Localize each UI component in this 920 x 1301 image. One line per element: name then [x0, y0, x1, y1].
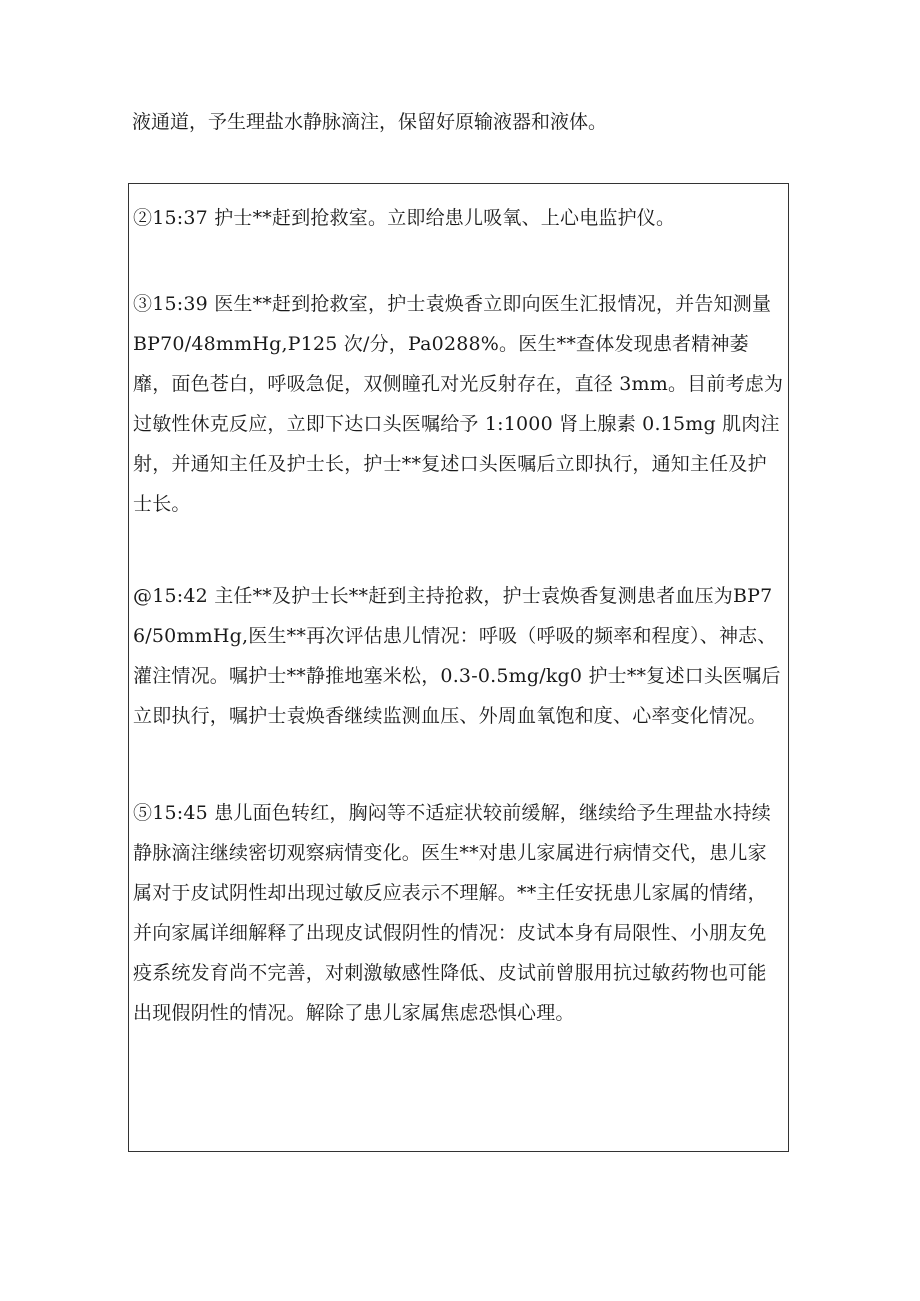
rescue-record-box [128, 183, 789, 1152]
entry-1537: ②15:37 护士**赶到抢救室。立即给患儿吸氧、上心电监护仪。 [133, 207, 676, 229]
entry-1539: ③15:39 医生**赶到抢救室，护士袁焕香立即向医生汇报情况，并告知测量BP70∕48mmHg,P125 次/分，Pa0288%。医生**查体发现患者精神萎靡，面色苍白，呼吸急促，双侧瞳孔对光反射存在，直径 3mm。目前考虑为过敏性休克反应，立即下达口头医嘱给予 1:1000 肾上腺素 0.15mg 肌肉注射，并通知主任及护士长，护士**复述口头医嘱后立即执行，通知主任及护士长。 [133, 293, 784, 515]
entry-1545: ⑤15:45 患儿面色转红，胸闷等不适症状较前缓解，继续给予生理盐水持续静脉滴注继续密切观察病情变化。医生**对患儿家属进行病情交代，患儿家属对于皮试阴性却出现过敏反应表示不理解。**主任安抚患儿家属的情绪，并向家属详细解释了出现皮试假阴性的情况：皮试本身有局限性、小朋友免疫系统发育尚不完善，对刺激敏感性降低、皮试前曾服用抗过敏药物也可能出现假阴性的情况。解除了患儿家属焦虑恐惧心理。 [133, 802, 771, 1024]
lead-paragraph: 液通道，予生理盐水静脉滴注，保留好原输液器和液体。 [132, 111, 608, 133]
entry-1542: @15:42 主任**及护士长**赶到主持抢救，护士袁焕香复测患者血压为BP76∕50mmHg,医生**再次评估患儿情况：呼吸（呼吸的频率和程度）、神志、灌注情况。嘱护士**静推地塞米松，0.3-0.5mg∕kg0 护士**复述口头医嘱后立即执行，嘱护士袁焕香继续监测血压、外周血氧饱和度、心率变化情况。 [133, 585, 781, 727]
